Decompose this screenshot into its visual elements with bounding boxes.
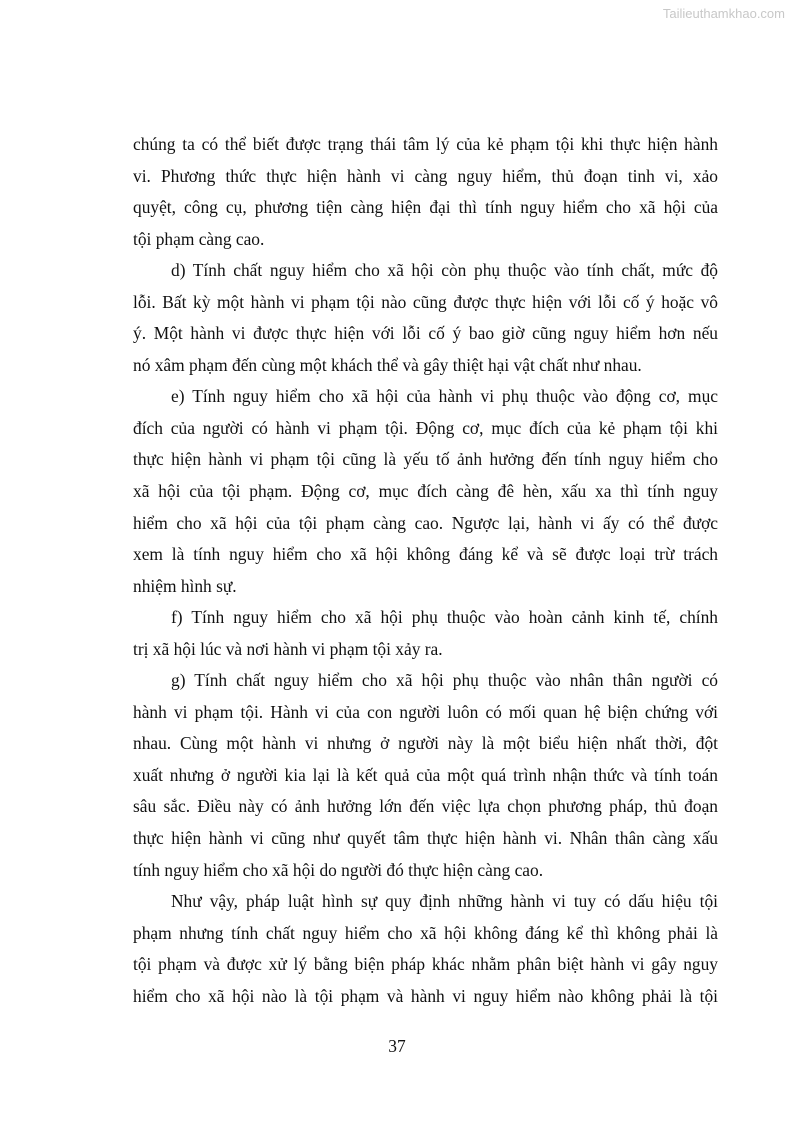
- text-line: tội phạm càng cao.: [133, 228, 265, 249]
- text-line: d) Tính chất nguy hiểm cho xã hội còn phụ thuộc vào tính chất, mức độ: [171, 260, 718, 281]
- text-line: xuất nhưng ở người kia lại là kết quả của một quá trình nhận thức và tính toán: [133, 764, 718, 785]
- paragraph: [133, 381, 718, 602]
- text-line: hiểm cho xã hội của tội phạm càng cao. Ngược lại, hành vi ấy có thể được: [133, 512, 718, 533]
- text-line: vi. Phương thức thực hiện hành vi càng nguy hiểm, thủ đoạn tinh vi, xảo: [133, 165, 718, 186]
- text-line: nhiệm hình sự.: [133, 575, 237, 596]
- text-line: trị xã hội lúc và nơi hành vi phạm tội xảy ra.: [133, 638, 443, 659]
- paragraph: [133, 886, 718, 1012]
- paragraph: [133, 602, 718, 665]
- text-line: f) Tính nguy hiểm cho xã hội phụ thuộc vào hoàn cảnh kinh tế, chính: [171, 607, 718, 628]
- document-body: [133, 129, 718, 1012]
- text-line: e) Tính nguy hiểm cho xã hội của hành vi phụ thuộc vào động cơ, mục: [171, 386, 718, 407]
- text-line: xem là tính nguy hiểm cho xã hội không đáng kể và sẽ được loại trừ trách: [133, 544, 718, 565]
- text-line: hiểm cho xã hội nào là tội phạm và hành vi nguy hiểm nào không phải là tội: [133, 985, 718, 1006]
- text-line: thực hiện hành vi cũng như quyết tâm thực hiện hành vi. Nhân thân càng xấu: [133, 828, 718, 849]
- text-line: nó xâm phạm đến cùng một khách thể và gây thiệt hại vật chất như nhau.: [133, 354, 642, 375]
- text-line: quyệt, công cụ, phương tiện càng hiện đại thì tính nguy hiểm cho xã hội của: [133, 197, 718, 218]
- text-line: chúng ta có thể biết được trạng thái tâm lý của kẻ phạm tội khi thực hiện hành: [133, 134, 718, 154]
- paragraph: [133, 129, 718, 255]
- text-line: sâu sắc. Điều này có ảnh hưởng lớn đến việc lựa chọn phương pháp, thủ đoạn: [133, 796, 718, 817]
- text-line: thực hiện hành vi phạm tội cũng là yếu tố ảnh hưởng đến tính nguy hiểm cho: [133, 449, 718, 470]
- text-line: phạm nhưng tính chất nguy hiểm cho xã hội không đáng kể thì không phải là: [133, 922, 718, 943]
- text-line: ý. Một hành vi được thực hiện với lỗi cố ý bao giờ cũng nguy hiểm hơn nếu: [133, 323, 718, 344]
- text-line: hành vi phạm tội. Hành vi của con người luôn có mối quan hệ biện chứng với: [133, 701, 718, 722]
- text-line: g) Tính chất nguy hiểm cho xã hội phụ thuộc vào nhân thân người có: [171, 670, 718, 691]
- text-line: tính nguy hiểm cho xã hội do người đó thực hiện càng cao.: [133, 859, 544, 880]
- text-line: nhau. Cùng một hành vi nhưng ở người này là một biểu hiện nhất thời, đột: [133, 733, 718, 754]
- paragraph: [133, 665, 718, 886]
- text-line: lỗi. Bất kỳ một hành vi phạm tội nào cũng được thực hiện với lỗi cố ý hoặc vô: [133, 291, 718, 312]
- watermark: Tailieuthamkhao.com: [662, 6, 785, 21]
- text-line: Như vậy, pháp luật hình sự quy định những hành vi tuy có dấu hiệu tội: [171, 891, 718, 912]
- paragraph: [133, 255, 718, 381]
- page-number: 37: [388, 1036, 406, 1056]
- text-line: tội phạm và được xử lý bằng biện pháp khác nhằm phân biệt hành vi gây nguy: [133, 954, 718, 975]
- text-line: xã hội của tội phạm. Động cơ, mục đích càng đê hèn, xấu xa thì tính nguy: [133, 481, 718, 502]
- text-line: đích của người có hành vi phạm tội. Động cơ, mục đích của kẻ phạm tội khi: [133, 417, 718, 438]
